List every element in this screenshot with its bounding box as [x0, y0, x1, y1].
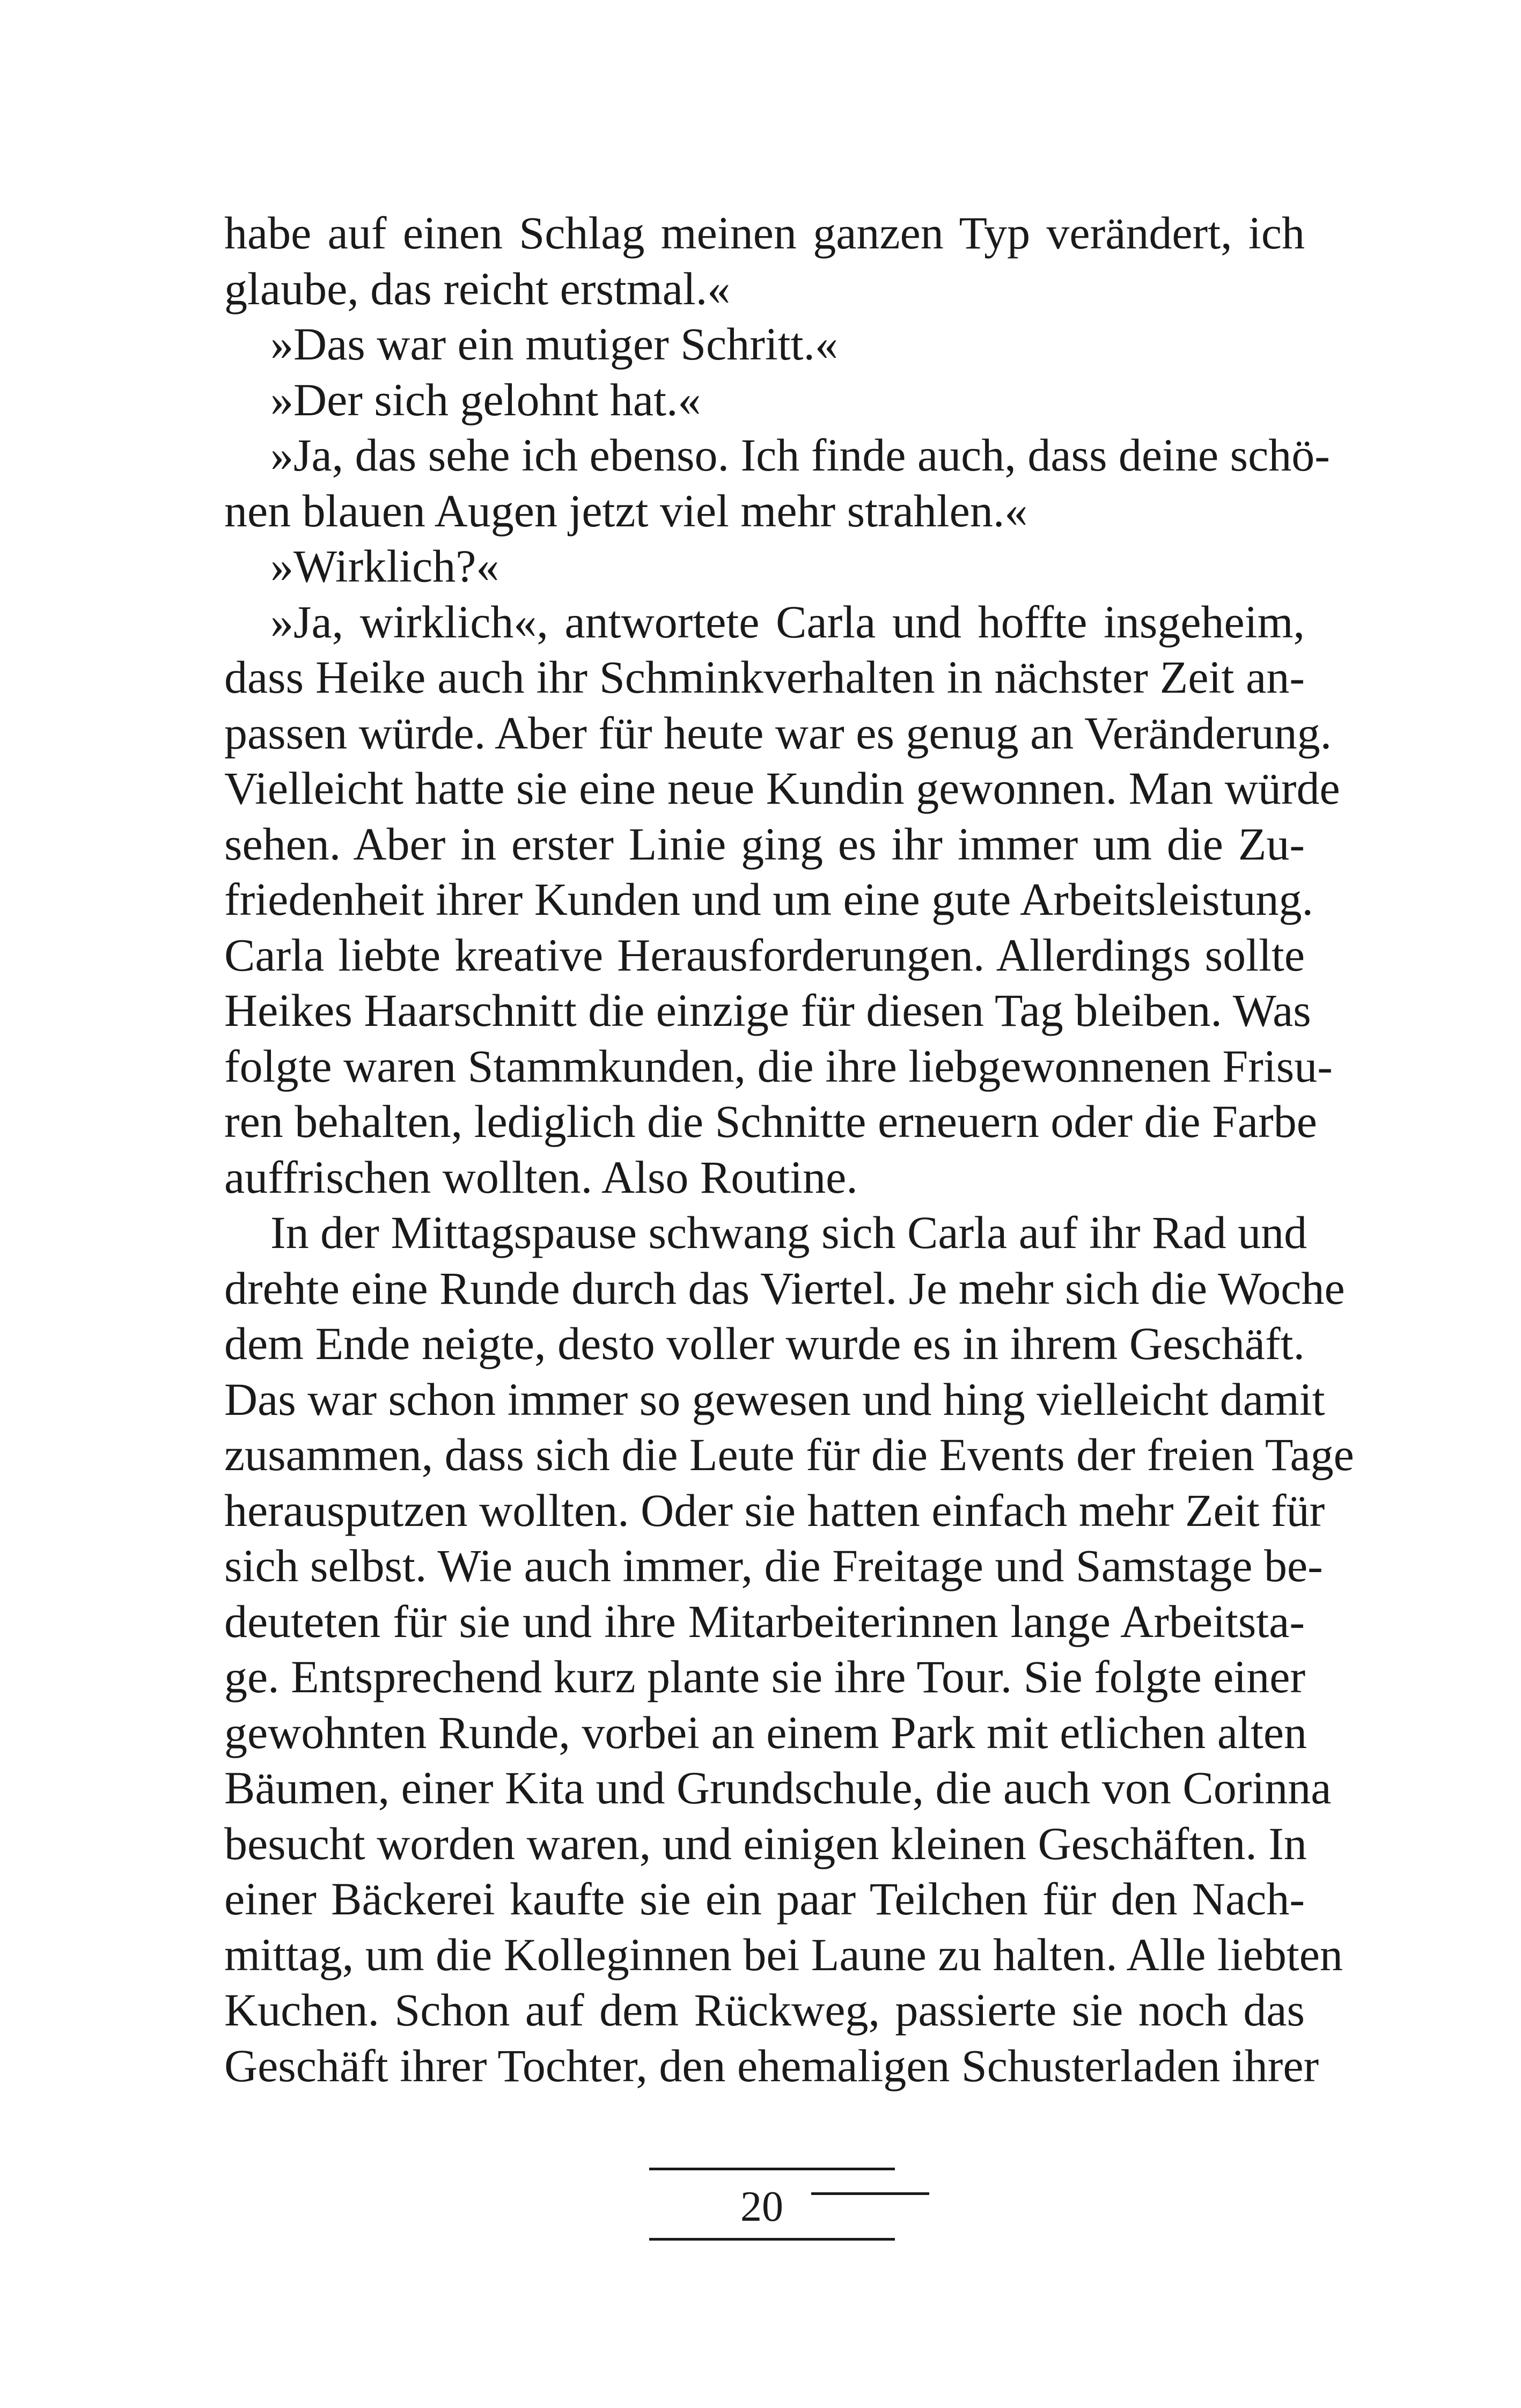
footer-rule-right [811, 2192, 929, 2195]
text-line: sehen. Aber in erster Linie ging es ihr immer um die Zu- [224, 818, 1305, 870]
text-line: »Ja, das sehe ich ebenso. Ich finde auch, dass deine schö- [270, 429, 1330, 481]
text-line: ge. Entsprechend kurz plante sie ihre Tour. Sie folgte einer [224, 1651, 1306, 1702]
text-line: friedenheit ihrer Kunden und um eine gute Arbeitsleistung. [224, 873, 1314, 925]
footer-rule-top [649, 2168, 895, 2170]
text-line: glaube, das reicht erstmal.« [224, 262, 731, 314]
text-line: nen blauen Augen jetzt viel mehr strahlen.« [224, 484, 1028, 537]
page-number: 20 [740, 2183, 783, 2230]
text-line: ren behalten, lediglich die Schnitte erneuern oder die Farbe [224, 1096, 1317, 1147]
text-line: gewohnten Runde, vorbei an einem Park mit etlichen alten [224, 1706, 1307, 1758]
text-line: Heikes Haarschnitt die einzige für diesen Tag bleiben. Was [224, 985, 1311, 1036]
text-line: passen würde. Aber für heute war es genug an Veränderung. [224, 707, 1332, 759]
footer-rule-bottom [649, 2238, 895, 2241]
text-line: mittag, um die Kolleginnen bei Laune zu halten. Alle liebten [224, 1928, 1343, 1980]
text-line: habe auf einen Schlag meinen ganzen Typ verändert, ich [224, 207, 1305, 259]
text-line: Carla liebte kreative Herausforderungen. Allerdings sollte [224, 929, 1305, 981]
text-line: Das war schon immer so gewesen und hing vielleicht damit [224, 1373, 1325, 1425]
text-line: besucht worden waren, und einigen kleinen Geschäften. In [224, 1817, 1307, 1869]
text-line: »Wirklich?« [270, 540, 499, 592]
text-line: sich selbst. Wie auch immer, die Freitage und Samstage be- [224, 1540, 1323, 1591]
text-line: einer Bäckerei kaufte sie ein paar Teilchen für den Nach- [224, 1873, 1305, 1925]
body-text [224, 205, 1354, 2094]
text-line: »Ja, wirklich«, antwortete Carla und hoffte insgeheim, [270, 596, 1305, 648]
text-line: Vielleicht hatte sie eine neue Kundin gewonnen. Man würde [224, 762, 1340, 814]
text-line: auffrischen wollten. Also Routine. [224, 1151, 858, 1203]
text-line: dem Ende neigte, desto voller wurde es in ihrem Geschäft. [224, 1318, 1305, 1369]
text-line: folgte waren Stammkunden, die ihre liebgewonnenen Frisu- [224, 1040, 1333, 1092]
text-line: dass Heike auch ihr Schminkverhalten in nächster Zeit an- [224, 651, 1305, 703]
text-line: »Der sich gelohnt hat.« [270, 373, 701, 425]
text-line: Geschäft ihrer Tochter, den ehemaligen Schusterladen ihrer [224, 2039, 1319, 2091]
text-line: deuteten für sie und ihre Mitarbeiterinnen lange Arbeitsta- [224, 1595, 1305, 1647]
text-line: »Das war ein mutiger Schritt.« [270, 318, 839, 370]
text-line: In der Mittagspause schwang sich Carla auf ihr Rad und [270, 1207, 1307, 1258]
text-line: herausputzen wollten. Oder sie hatten einfach mehr Zeit für [224, 1484, 1325, 1536]
text-line: Kuchen. Schon auf dem Rückweg, passierte sie noch das [224, 1984, 1305, 2036]
text-line: Bäumen, einer Kita und Grundschule, die auch von Corinna [224, 1762, 1332, 1814]
text-line: zusammen, dass sich die Leute für die Events der freien Tage [224, 1429, 1354, 1480]
text-line: drehte eine Runde durch das Viertel. Je mehr sich die Woche [224, 1262, 1345, 1314]
